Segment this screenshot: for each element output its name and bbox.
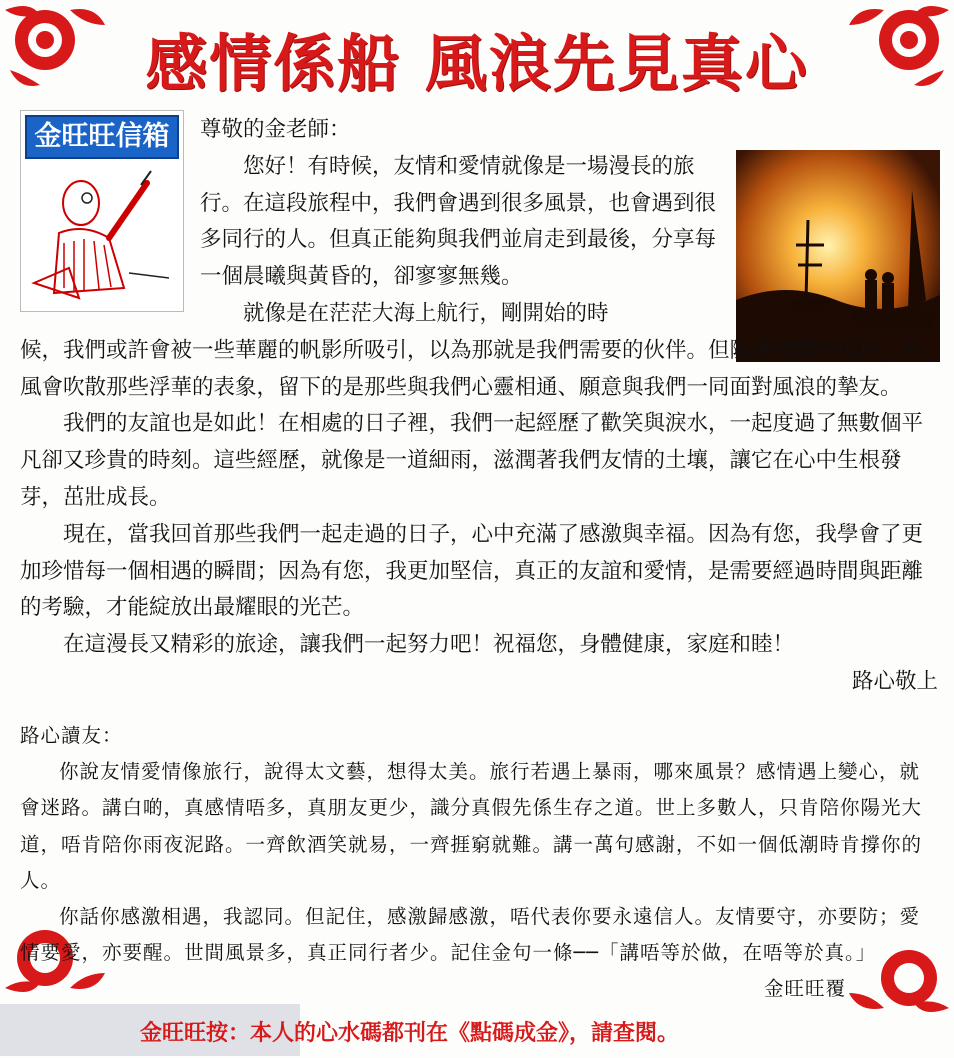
column-name-label: 金旺旺信箱 xyxy=(25,115,179,159)
letter-paragraph: 我們的友誼也是如此！在相處的日子裡，我們一起經歷了歡笑與淚水，一起度過了無數個平凡卻又珍貴的時刻。這些經歷，就像是一道細雨，滋潤著我們友情的土壤，讓它在心中生根發芽，茁壯成長。 xyxy=(20,411,924,510)
reply-paragraph: 你說友情愛情像旅行，說得太文藝，想得太美。旅行若遇上暴雨，哪來風景？感情遇上變心，就會迷路。講白啲，真感情唔多，真朋友更少，識分真假先係生存之道。世上多數人，只肯陪你陽光大道，唔肯陪你雨夜泥路。一齊飲酒笑就易，一齊捱窮就難。講一萬句感謝，不如一個低潮時肯撐你的人。 xyxy=(20,760,923,892)
reply-signature: 金旺旺覆 xyxy=(763,977,846,1001)
letter-signature: 路心敬上 xyxy=(851,668,938,694)
footer-notice xyxy=(0,1004,954,1056)
letter-paragraph: 您好！有時候，友情和愛情就像是一場漫長的旅行。在這段旅程中，我們會遇到很多風景，也會遇到很多同行的人。但真正能夠與我們並肩走到最後，分享每一個晨曦與黃昏的，卻寥寥無幾。 xyxy=(200,153,717,290)
footer-text: 金旺旺按：本人的心水碼都刊在《點碼成金》，請查閱。 xyxy=(140,1021,680,1046)
reply-greeting: 路心讀友： xyxy=(20,724,123,747)
letter-greeting: 尊敬的金老師： xyxy=(200,117,351,142)
columnist-reply xyxy=(20,718,936,1008)
letter-paragraph: 候，我們或許會被一些華麗的帆影所吸引，以為那就是我們需要的伙伴。但隨著時間的推移，海風會吹散那些浮華的表象，留下的是那些與我們心靈相通、願意與我們一同面對風浪的摯友。 xyxy=(20,337,924,400)
page-title: 感情係船 風浪先見真心 xyxy=(145,27,809,100)
letter-paragraph: 就像是在茫茫大海上航行，剛開始的時 xyxy=(243,300,609,326)
reader-letter xyxy=(20,112,938,701)
letter-paragraph: 現在，當我回首那些我們一起走過的日子，心中充滿了感激與幸福。因為有您，我學會了更加珍惜每一個相遇的瞬間；因為有您，我更加堅信，真正的友誼和愛情，是需要經過時間與距離的考驗，才能綻放出最耀眼的光芒。 xyxy=(20,521,924,621)
reply-paragraph: 你話你感激相遇，我認同。但記住，感激歸感激，唔代表你要永遠信人。友情要守，亦要防；愛情要愛，亦要醒。世間風景多，真正同行者少。記住金句一條──「講唔等於做，在唔等於真。」 xyxy=(20,905,921,965)
letter-paragraph: 在這漫長又精彩的旅途，讓我們一起努力吧！祝福您，身體健康，家庭和睦！ xyxy=(63,632,795,658)
